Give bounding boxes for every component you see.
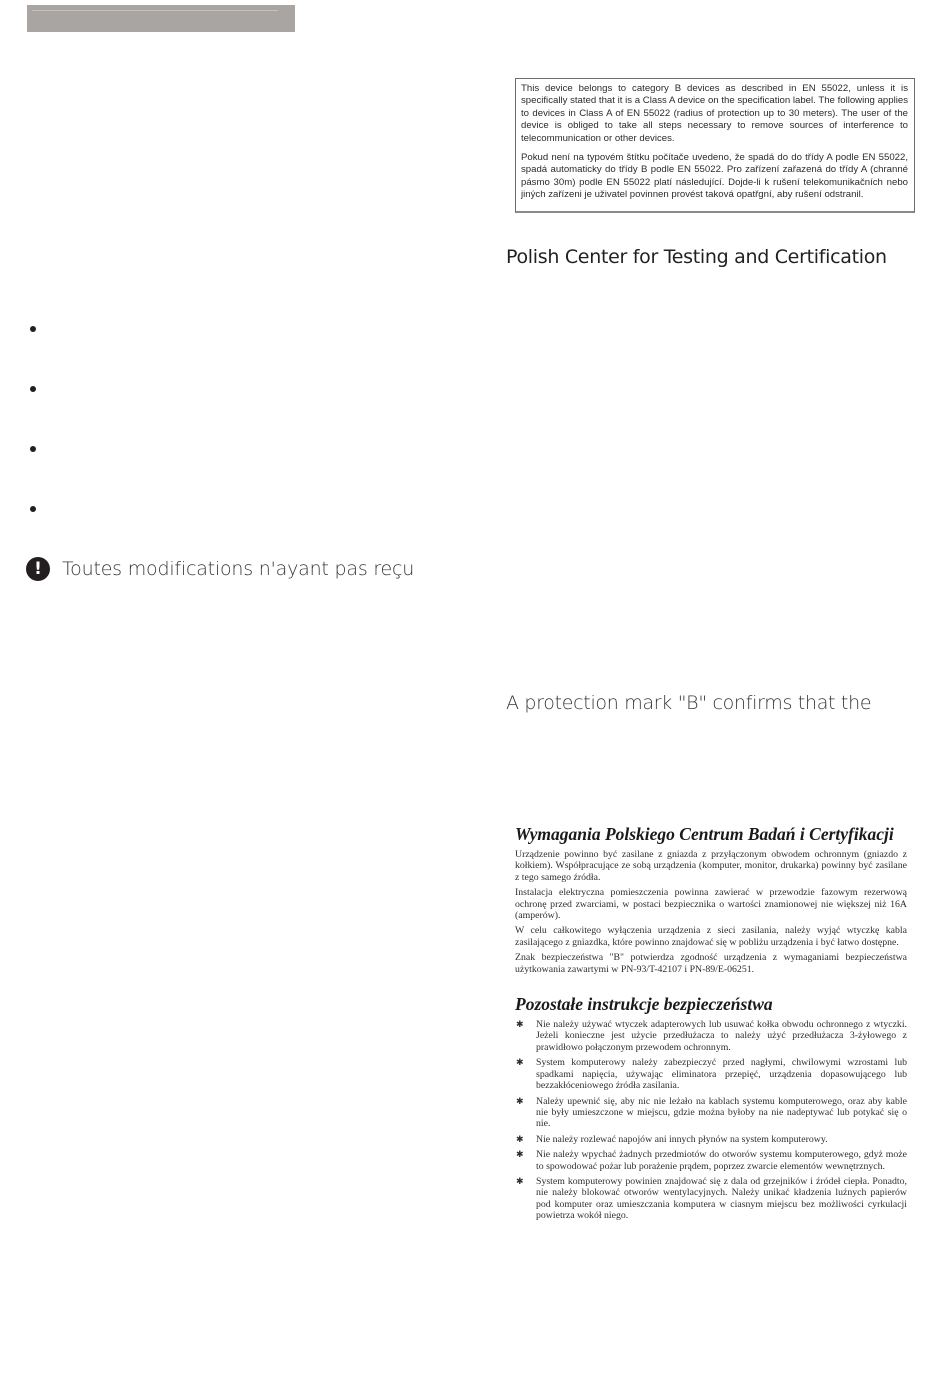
exclamation-circle-icon: ! (26, 557, 50, 581)
warning-note (26, 557, 414, 581)
header-rule (32, 10, 278, 11)
emc-notice-english: This device belongs to category B devices as described in EN 55022, unless it is specifically stated that it is a Class A device on the specification label. The following applies to devices in Class A of EN 55022 (radius of protection up to 30 meters). The user of the device is obliged to take all steps necessary to remove sources of interference to telecommunication or other devices. (521, 83, 908, 144)
polish-requirements (515, 823, 907, 1226)
list-item (515, 1057, 907, 1091)
asterisk-bullet-icon: ✱ (516, 1149, 524, 1160)
section-heading: Polish Center for Testing and Certification (506, 246, 887, 268)
requirement-paragraph: Znak bezpieczeństwa "B" potwierdza zgodność urządzenia z wymaganiami bezpieczeństwa użytkowania zawartymi w PN-93/T-42107 i PN-89/E-06251. (515, 952, 907, 975)
bullet-marker (30, 446, 36, 452)
safety-item-text: System komputerowy powinien znajdować się z dala od grzejników i źródeł ciepła. Ponadto, nie należy blokować otworów wentylacyjnych. Należy unikać kładzenia luźnych papierów pod komputer oraz umieszczania komputera w ciasnym miejscu bez możliwości cyrkulacji powietrza wokół niego. (536, 1175, 907, 1222)
requirement-paragraph: Instalacja elektryczna pomieszczenia powinna zawierać w przewodzie fazowym rezerwową ochronę przed zwarciami, w postaci bezpiecznika o wartości znamionowej nie większej niż 16A (amperów). (515, 887, 907, 922)
list-item (515, 1019, 907, 1053)
warning-text: Toutes modifications n'ayant pas reçu (62, 558, 415, 580)
header-bar (27, 5, 295, 32)
emc-notice-czech: Pokud není na typovém štítku počítače uvedeno, že spadá do do třídy A podle EN 55022, spadá automaticky do třídy B podle EN 55022. Pro zařízení zařazená do třídy A (chranné pásmo 30m) podle EN 55022 platí následující. Dojde-li k rušení telekomunikačních nebo jiných zařízeni je uživatel povinnen provést taková opatřgní, aby rušení odstranil. (521, 152, 908, 201)
list-item (515, 1149, 907, 1172)
asterisk-bullet-icon: ✱ (516, 1019, 524, 1030)
safety-instructions-title: Pozostałe instrukcje bezpieczeństwa (515, 994, 773, 1015)
list-item (515, 1176, 907, 1222)
bullet-marker (30, 386, 36, 392)
asterisk-bullet-icon: ✱ (516, 1175, 524, 1186)
asterisk-bullet-icon: ✱ (516, 1057, 524, 1068)
protection-mark-text: A protection mark "B" confirms that the (506, 692, 872, 714)
safety-item-text: Nie należy wpychać żadnych przedmiotów do otworów systemu komputerowego, gdyż może to spowodować pożar lub porażenie prądem, poprzez zwarcie elementów wewnętrznych. (536, 1149, 907, 1172)
requirement-paragraph: W celu całkowitego wyłączenia urządzenia z sieci zasilania, należy wyjąć wtyczkę kabla zasilającego z gniazdka, które powinno znajdować się w pobliżu urządzenia i być łatwo dostępne. (515, 925, 907, 948)
list-item (515, 1134, 907, 1145)
safety-item-text: Należy upewnić się, aby nic nie leżało na kablach systemu komputerowego, oraz aby kable nie były umieszczone w miejscu, gdzie można byłoby na nie nadeptywać lub potykać się o nie. (536, 1095, 907, 1130)
safety-item-text: Nie należy używać wtyczek adapterowych lub usuwać kołka obwodu ochronnego z wtyczki. Jeżeli konieczne jest użycie przedłużacza to należy użyć przedłużacza 3-żyłowego z prawidłowo połączonym przewodem ochronnym. (536, 1019, 907, 1053)
emc-notice-box (515, 78, 915, 213)
safety-item-text: Nie należy rozlewać napojów ani innych płynów na system komputerowy. (536, 1133, 828, 1145)
list-item (515, 1096, 907, 1130)
bullet-marker (30, 506, 36, 512)
bullet-marker (30, 326, 36, 332)
safety-instructions-list (515, 1019, 907, 1222)
polish-requirements-title: Wymagania Polskiego Centrum Badań i Certyfikacji (515, 824, 894, 844)
asterisk-bullet-icon: ✱ (516, 1133, 524, 1144)
asterisk-bullet-icon: ✱ (516, 1095, 524, 1106)
safety-item-text: System komputerowy należy zabezpieczyć przed nagłymi, chwilowymi wzrostami lub spadkami napięcia, używając eliminatora przepięć, urządzenia dopasowującego lub bezzakłóceniowego źródła zasilania. (536, 1057, 907, 1092)
requirement-paragraph: Urządzenie powinno być zasilane z gniazda z przyłączonym obwodem ochronnym (gniazdo z kołkiem). Współpracujące ze sobą urządzenia (komputer, monitor, drukarka) powinny być zasilane z tego samego źródła. (515, 849, 907, 883)
